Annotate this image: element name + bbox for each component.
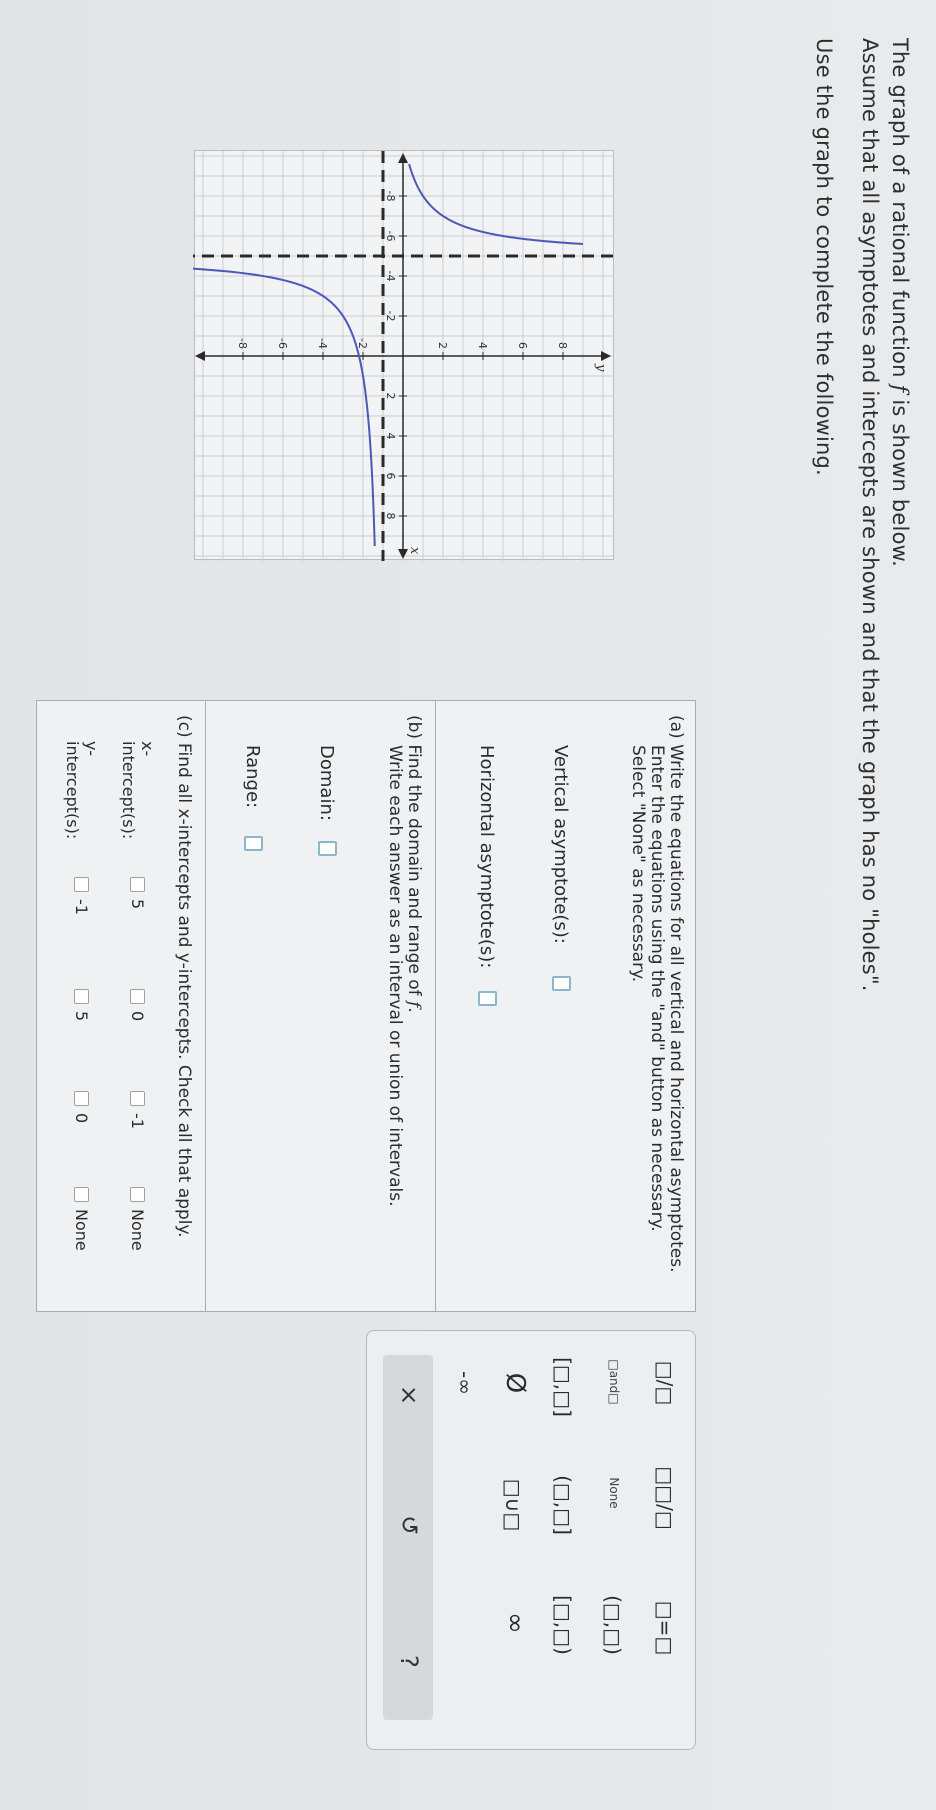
x-axis-label: x [407,547,422,555]
equals-button[interactable]: □=□ [653,1600,677,1656]
answer-keypad [366,1330,696,1750]
x-intercept-option-1: 0 [128,1011,147,1022]
vertical-asymptote-label: Vertical asymptote(s): [550,745,571,944]
closed-interval-button[interactable]: [□,□] [551,1357,575,1417]
infinity-button[interactable]: ∞ [500,1612,530,1634]
open-interval-button[interactable]: (□,□) [601,1595,625,1655]
x-tick-label: 8 [384,512,397,520]
empty-set-button[interactable]: Ø [500,1372,530,1394]
x-tick-label: -6 [384,230,397,242]
question-panel [36,700,696,1312]
x-intercept-checkbox-2[interactable] [130,1091,145,1106]
x-intercept-option-none: None [128,1209,147,1251]
y-tick-label: -8 [236,338,249,349]
x-tick-label: 4 [384,432,397,440]
instruction-text: The graph of a rational function [888,38,912,385]
y-intercept-option-none: None [72,1209,91,1251]
x-intercept-label-line2: intercept(s): [119,741,138,840]
and-button[interactable]: □and□ [607,1359,621,1405]
horizontal-asymptote-input[interactable] [478,991,497,1006]
y-intercept-label [63,741,101,839]
undo-icon[interactable]: ↺ [395,1515,423,1536]
half-open-left-button[interactable]: (□,□] [551,1475,575,1535]
x-tick-label: -2 [384,310,397,322]
right-curve-branch [193,268,375,546]
y-tick-label: 4 [476,342,489,349]
part-a-subtext: Select "None" as necessary. [628,745,648,983]
none-button[interactable]: None [607,1477,621,1509]
x-intercept-checkbox-1[interactable] [130,989,145,1004]
union-button[interactable]: □∪□ [501,1478,525,1532]
instruction-line-2: Assume that all asymptotes and intercepts are shown and that the graph has no "holes". [858,38,882,992]
x-tick-label: 2 [384,392,397,400]
y-axis-arrow-up [601,351,611,361]
y-intercept-checkbox-none[interactable] [74,1187,89,1202]
negative-infinity-button[interactable]: -∞ [453,1371,477,1395]
horizontal-asymptote-label: Horizontal asymptote(s): [476,745,497,969]
function-variable: f [888,384,912,393]
domain-input[interactable] [318,841,337,856]
y-intercept-option-1: 5 [72,1011,91,1022]
rational-function-graph [194,150,614,560]
x-tick-label: -8 [384,190,397,202]
part-a-heading [628,715,685,1273]
y-intercept-label-line2: intercept(s): [63,741,82,840]
x-intercept-option-0: 5 [128,899,147,910]
function-variable: f [404,1001,424,1008]
part-b-subtext: Write each answer as an interval or union of intervals. [385,745,405,1207]
domain-label: Domain: [316,745,337,821]
y-intercept-option-2: 0 [72,1113,91,1124]
help-icon[interactable]: ? [395,1655,423,1668]
y-tick-label: -6 [276,338,289,349]
y-intercept-checkbox-0[interactable] [74,877,89,892]
graph-svg [193,151,613,561]
instruction-line-3: Use the graph to complete the following. [812,38,836,476]
range-label: Range: [242,745,263,809]
y-tick-label: 6 [516,342,529,349]
part-a-section [435,701,695,1311]
y-intercept-label-line1: y- [82,741,101,756]
y-tick-label: 2 [436,342,449,349]
part-b-heading [385,715,423,1207]
part-b-section [205,701,435,1311]
part-c-section [35,701,205,1311]
x-intercept-checkbox-0[interactable] [130,877,145,892]
instruction-line-1 [888,38,912,567]
x-intercept-option-2: -1 [128,1113,147,1129]
instruction-text: is shown below. [888,392,912,567]
fraction-button[interactable]: □/□ [653,1360,677,1406]
x-axis-arrow-left [398,153,408,163]
range-input[interactable] [244,836,263,851]
y-intercept-option-0: -1 [72,899,91,915]
y-tick-label: -2 [356,338,369,349]
y-axis-label: y [593,364,608,372]
x-intercept-checkbox-none[interactable] [130,1187,145,1202]
x-intercept-label [119,741,157,839]
y-intercept-checkbox-2[interactable] [74,1091,89,1106]
half-open-right-button[interactable]: [□,□) [551,1595,575,1655]
part-a-subtext: Enter the equations using the "and" button as necessary. [647,745,667,1232]
mixed-number-button[interactable]: □□/□ [653,1466,677,1530]
clear-icon[interactable]: × [395,1385,423,1406]
part-a-title: (a) Write the equations for all vertical and horizontal asymptotes. [666,715,686,1273]
y-axis-arrow-down [195,351,205,361]
y-tick-label: -4 [316,338,329,349]
part-b-title: (b) Find the domain and range of [404,715,424,1002]
y-tick-label: 8 [556,342,569,349]
part-c-heading: (c) Find all x-intercepts and y-intercepts. Check all that apply. [174,715,194,1238]
x-tick-label: 6 [384,472,397,480]
part-b-title: . [404,1007,424,1013]
x-tick-label: -4 [384,270,397,282]
y-intercept-checkbox-1[interactable] [74,989,89,1004]
vertical-asymptote-input[interactable] [552,976,571,991]
keypad-action-bar [383,1355,433,1720]
x-intercept-label-line1: x- [138,741,157,757]
